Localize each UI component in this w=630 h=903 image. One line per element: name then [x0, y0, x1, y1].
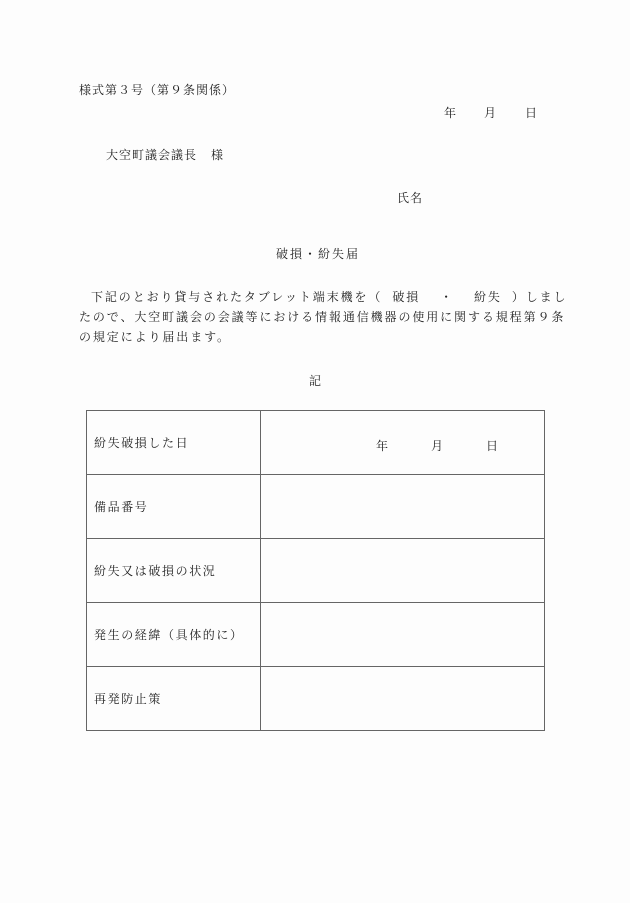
body-paragraph: [79, 287, 568, 347]
table-row: [87, 603, 545, 667]
cell-day-label: 日: [486, 439, 499, 453]
row-value-prevention[interactable]: [261, 667, 545, 731]
table-row: [87, 475, 545, 539]
form-number: 様式第３号（第９条関係）: [79, 83, 236, 97]
date-day-label: 日: [525, 106, 538, 120]
addressee: [106, 146, 224, 163]
option-damage: 破損: [392, 290, 421, 304]
document-title: 破損・紛失届: [276, 247, 361, 261]
addressee-honorific: 様: [211, 148, 225, 162]
body-line-1: 下記のとおり貸与されたタブレット端末機を（ 破損 ・ 紛失 ）しまし: [91, 290, 568, 304]
table-row: [87, 667, 545, 731]
row-label-equipment-number: 備品番号: [87, 475, 261, 539]
body-line-2: たので、大空町議会の会議等における情報通信機器の使用に関する規程第９条: [79, 310, 566, 324]
row-value-date[interactable]: [261, 411, 545, 475]
cell-month-label: 月: [431, 439, 444, 453]
table-row: [87, 411, 545, 475]
row-label-situation: 紛失又は破損の状況: [87, 539, 261, 603]
row-label-date: 紛失破損した日: [87, 411, 261, 475]
row-label-prevention: 再発防止策: [87, 667, 261, 731]
row-label-circumstances: 発生の経緯（具体的に）: [87, 603, 261, 667]
addressee-name: 大空町議会議長: [106, 148, 198, 162]
option-loss: 紛失: [474, 290, 502, 304]
cell-year-label: 年: [376, 439, 389, 453]
row-value-circumstances[interactable]: [261, 603, 545, 667]
row-value-situation[interactable]: [261, 539, 545, 603]
body-line-3: の規定により届出ます。: [79, 330, 231, 344]
row-value-equipment-number[interactable]: [261, 475, 545, 539]
date-year-label: 年: [444, 106, 457, 120]
option-separator: ・: [440, 290, 455, 304]
ki-heading: 記: [309, 374, 322, 388]
report-table: [86, 410, 545, 731]
date-month-label: 月: [484, 106, 497, 120]
applicant-name-label: 氏名: [397, 191, 424, 205]
table-row: [87, 539, 545, 603]
